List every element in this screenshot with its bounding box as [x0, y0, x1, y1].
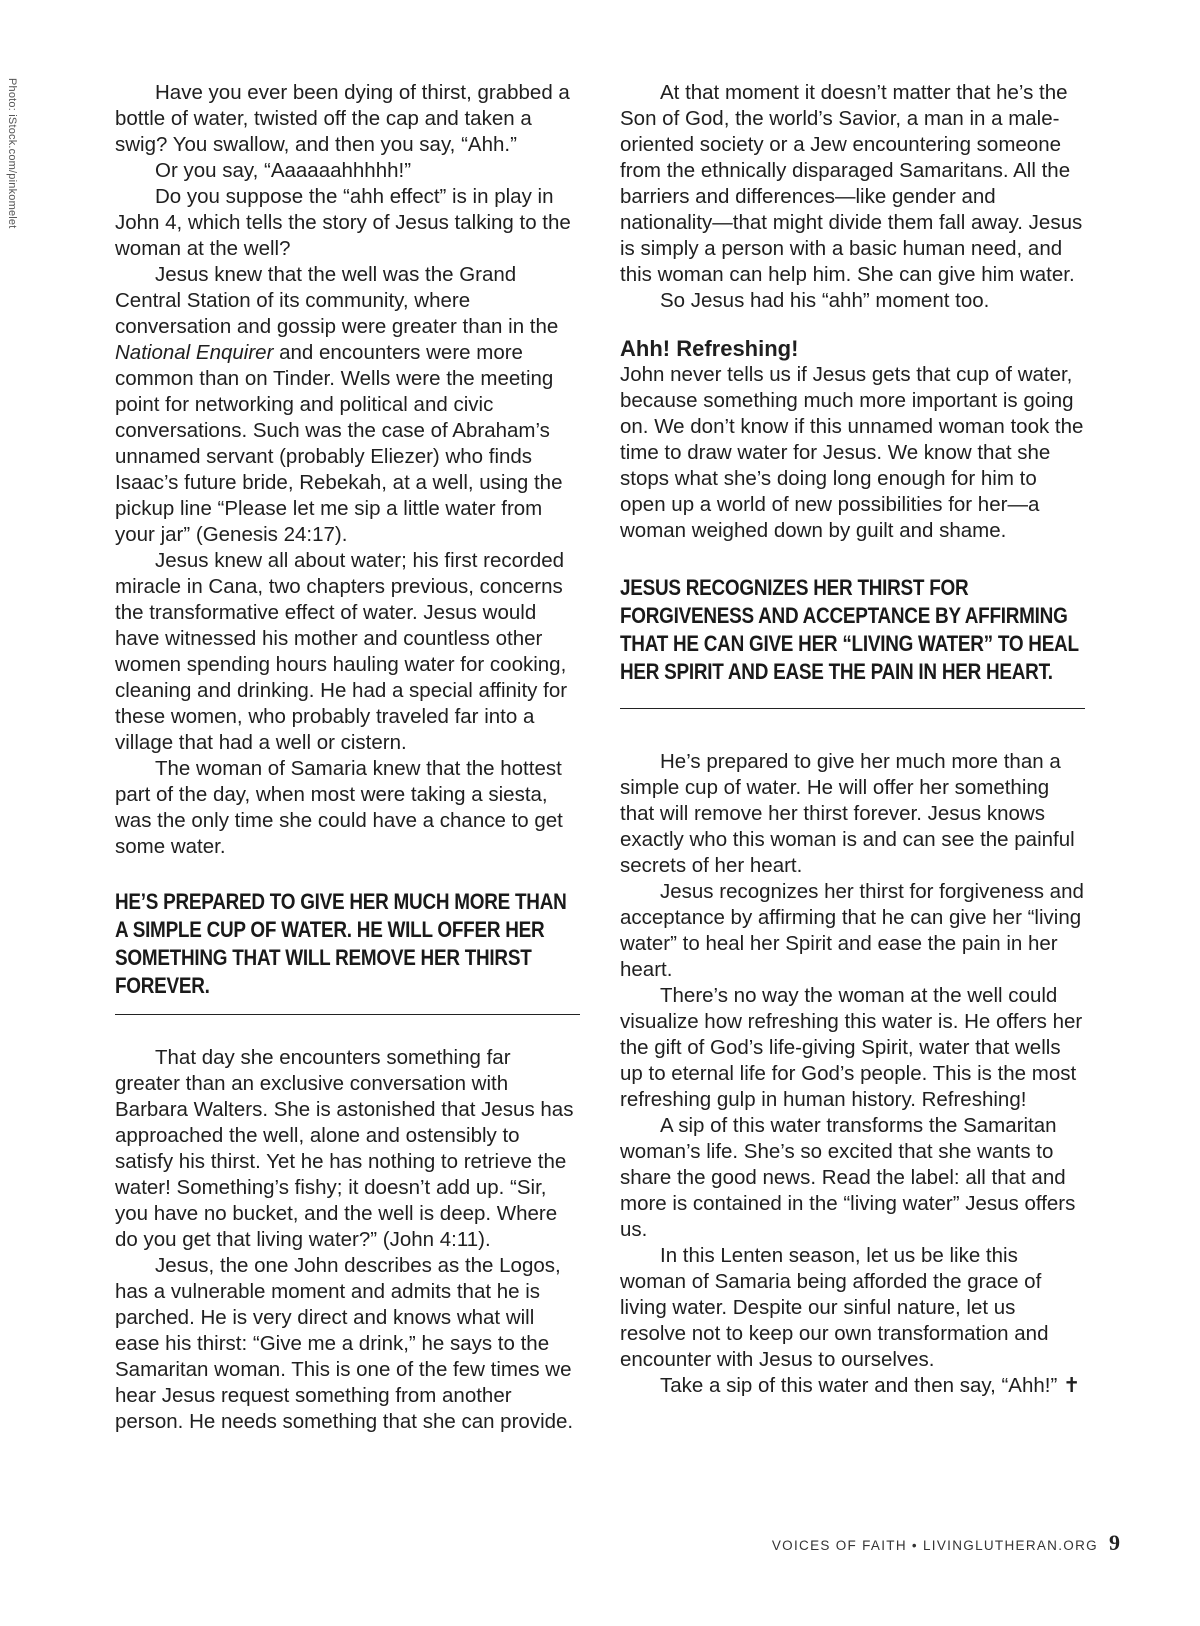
body-paragraph: Have you ever been dying of thirst, grabbed a bottle of water, twisted off the cap and taken a swig? You swallow, and then you say, “Ahh.” [115, 81, 570, 156]
body-paragraph [115, 262, 580, 548]
pull-quote: JESUS RECOGNIZES HER THIRST FOR FORGIVENESS AND ACCEPTANCE BY AFFIRMING THAT HE CAN GIVE HER “LIVING WATER” TO HEAL HER SPIRIT AND EASE THE PAIN IN HER HEART. [620, 575, 1079, 684]
body-paragraph: Do you suppose the “ahh effect” is in play in John 4, which tells the story of Jesus talking to the woman at the well? [115, 185, 571, 260]
body-paragraph: He’s prepared to give her much more than a simple cup of water. He will offer her something that will remove her thirst forever. Jesus knows exactly who this woman is and can see the painful secrets of her heart. [620, 750, 1075, 877]
body-paragraph: So Jesus had his “ahh” moment too. [660, 289, 990, 312]
body-paragraph: Take a sip of this water and then say, “Ahh!” ✝ [660, 1374, 1081, 1397]
body-paragraph: At that moment it doesn’t matter that he’s the Son of God, the world’s Savior, a man in a male-oriented society or a Jew encountering someone from the ethnically disparaged Samaritans. All the barriers and differences—like gender and nationality—that might divide them fall away. Jesus is simply a person with a basic human need, and this woman can help him. She can give him water. [620, 81, 1083, 286]
body-paragraph: A sip of this water transforms the Samaritan woman’s life. She’s so excited that she wants to share the good news. Read the label: all that and more is contained in the “living water” Jesus offers us. [620, 1114, 1076, 1241]
body-paragraph: Or you say, “Aaaaaahhhhh!” [155, 159, 412, 182]
footer-text: VOICES OF FAITH • LIVINGLUTHERAN.ORG [771, 1538, 1098, 1553]
body-paragraph: Jesus recognizes her thirst for forgiveness and acceptance by affirming that he can give her “living water” to heal her Spirit and ease the pain in her heart. [620, 880, 1084, 981]
pull-quote-rule [115, 1014, 580, 1015]
page-number: 9 [1109, 1530, 1120, 1555]
page-footer [772, 1530, 1120, 1556]
body-paragraph: The woman of Samaria knew that the hottest part of the day, when most were taking a siesta, was the only time she could have a chance to get some water. [115, 757, 563, 858]
body-paragraph: In this Lenten season, let us be like this woman of Samaria being afforded the grace of living water. Despite our sinful nature, let us resolve not to keep our own transformation and encounter with Jesus to ourselves. [620, 1244, 1049, 1371]
text-run: Jesus knew that the well was the Grand Central Station of its community, where conversation and gossip were greater than in the [115, 263, 559, 338]
text-run: and encounters were more common than on Tinder. Wells were the meeting point for networking and political and civic conversations. Such was the case of Abraham’s unnamed servant (probably Eliezer) who finds Isaac’s future bride, Rebekah, at a well, using the pickup line “Please let me sip a little water from your jar” (Genesis 24:17). [115, 341, 563, 546]
pull-quote-rule [620, 708, 1085, 709]
right-column [620, 80, 1085, 1399]
photo-credit: Photo: iStock.com/pinkomelet [6, 78, 18, 229]
pull-quote: HE’S PREPARED TO GIVE HER MUCH MORE THAN A SIMPLE CUP OF WATER. HE WILL OFFER HER SOMETHING THAT WILL REMOVE HER THIRST FOREVER. [115, 889, 567, 998]
body-paragraph: Jesus, the one John describes as the Logos, has a vulnerable moment and admits that he is parched. He is very direct and knows what will ease his thirst: “Give me a drink,” he says to the Samaritan woman. This is one of the few times we hear Jesus request something from another person. He needs something that she can provide. [115, 1254, 574, 1433]
publication-title: National Enquirer [115, 341, 274, 364]
body-paragraph: There’s no way the woman at the well could visualize how refreshing this water is. He offers her the gift of God’s life-giving Spirit, water that wells up to eternal life for God’s people. This is the most refreshing gulp in human history. Refreshing! [620, 984, 1083, 1111]
body-paragraph: John never tells us if Jesus gets that cup of water, because something much more important is going on. We don’t know if this unnamed woman took the time to draw water for Jesus. We know that she stops what she’s doing long enough for him to open up a world of new possibilities for her—a woman weighed down by guilt and shame. [620, 363, 1084, 542]
left-column [115, 80, 580, 1435]
body-paragraph: That day she encounters something far greater than an exclusive conversation with Barbara Walters. She is astonished that Jesus has approached the well, alone and ostensibly to satisfy his thirst. Yet he has nothing to retrieve the water! Something’s fishy; it doesn’t add up. “Sir, you have no bucket, and the well is deep. Where do you get that living water?” (John 4:11). [115, 1046, 574, 1251]
section-subhead: Ahh! Refreshing! [620, 336, 799, 361]
body-paragraph: Jesus knew all about water; his first recorded miracle in Cana, two chapters previous, concerns the transformative effect of water. Jesus would have witnessed his mother and countless other women spending hours hauling water for cooking, cleaning and drinking. He had a special affinity for these women, who probably traveled far into a village that had a well or cistern. [115, 549, 568, 754]
